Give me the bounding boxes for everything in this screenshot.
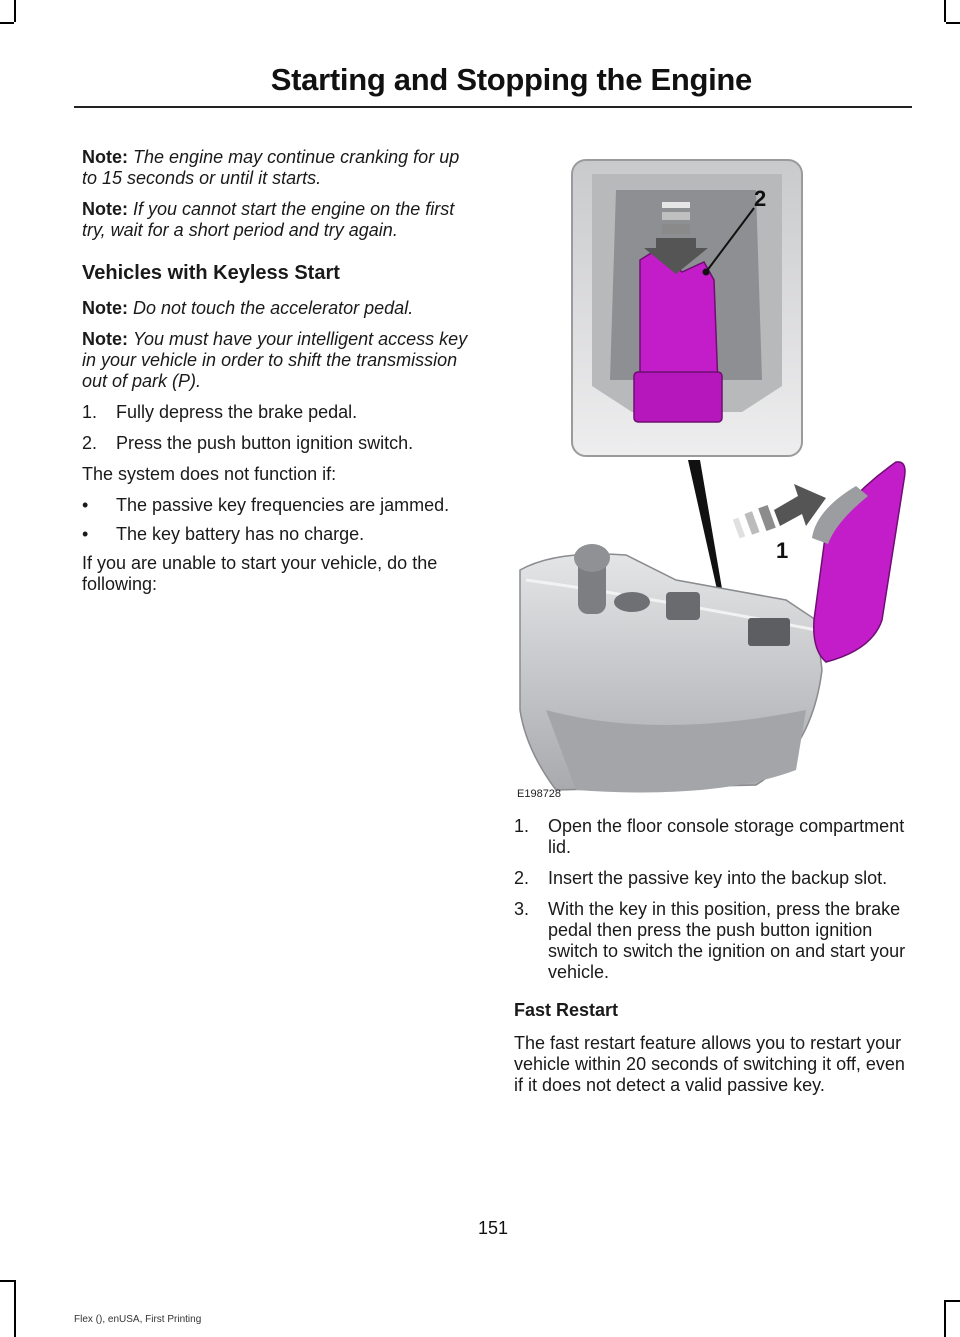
key-fob-base — [634, 372, 722, 422]
figure-code: E198728 — [517, 788, 562, 800]
note-text: The engine may continue cranking for up to 15 seconds or until it starts. — [82, 147, 460, 188]
bullet-item — [82, 495, 478, 516]
bullet-mark: • — [82, 495, 89, 515]
bullet-text: The passive key frequencies are jammed. — [116, 495, 450, 515]
crop-mark — [944, 1300, 946, 1337]
list-number: 2. — [82, 433, 98, 453]
note-label: Note: — [82, 329, 128, 349]
callout-label-1: 1 — [776, 538, 789, 563]
crop-mark — [14, 0, 16, 22]
crop-mark — [946, 22, 960, 24]
note-retry — [82, 199, 478, 241]
note-label: Note: — [82, 298, 128, 318]
list-item — [514, 868, 914, 889]
list-item — [514, 816, 914, 858]
list-item — [514, 899, 914, 983]
left-column — [82, 147, 478, 605]
section-heading-keyless-start: Vehicles with Keyless Start — [82, 262, 340, 284]
fast-restart-text: The fast restart feature allows you to restart your vehicle within 20 seconds of switching it off, even if it does not detect a valid passive key. — [514, 1033, 905, 1095]
crop-mark — [944, 0, 946, 22]
right-column — [514, 816, 914, 1106]
console-button — [666, 592, 700, 620]
system-intro: The system does not function if: — [82, 464, 337, 484]
page-number: 151 — [478, 1218, 509, 1238]
list-number: 2. — [514, 868, 530, 888]
callout-dot — [703, 269, 710, 276]
note-text: You must have your intelligent access key in your vehicle in order to shift the transmission out of park (P). — [82, 329, 468, 391]
console-dial — [614, 592, 650, 612]
crop-mark — [0, 1280, 14, 1282]
callout-label-2: 2 — [754, 186, 767, 211]
arrow-stripe — [744, 511, 759, 534]
list-text: Fully depress the brake pedal. — [116, 402, 358, 422]
note-accelerator — [82, 298, 478, 319]
crop-mark — [946, 1300, 960, 1302]
note-intelligent-key — [82, 329, 478, 392]
bullet-item — [82, 524, 478, 545]
backup-slot — [748, 618, 790, 646]
list-number: 1. — [514, 816, 530, 836]
list-text: Open the floor console storage compartment lid. — [548, 816, 905, 857]
crop-mark — [0, 22, 14, 24]
arrow-stripe — [733, 518, 745, 539]
gear-shifter-knob — [574, 544, 610, 572]
list-number: 3. — [514, 899, 530, 919]
note-label: Note: — [82, 199, 128, 219]
note-label: Note: — [82, 147, 128, 167]
list-text: Press the push button ignition switch. — [116, 433, 414, 453]
subheading-fast-restart: Fast Restart — [514, 1000, 619, 1020]
arrow-stripe — [662, 224, 690, 234]
list-text: With the key in this position, press the brake pedal then press the push button ignition switch to switch the ignition on and start your vehicle. — [548, 899, 906, 982]
note-text: If you cannot start the engine on the first try, wait for a short period and try again. — [82, 199, 455, 240]
arrow-stripe — [662, 212, 690, 220]
note-cranking — [82, 147, 478, 189]
arrow-stripe — [758, 505, 776, 531]
crop-mark — [14, 1280, 16, 1337]
note-text: Do not touch the accelerator pedal. — [133, 298, 414, 318]
bullet-text: The key battery has no charge. — [116, 524, 365, 544]
list-item — [82, 402, 478, 423]
console-backup-slot-illustration — [516, 150, 912, 805]
footer-edition: Flex (), enUSA, First Printing — [74, 1314, 202, 1325]
bullet-mark: • — [82, 524, 89, 544]
lift-arrow-icon — [774, 484, 826, 526]
unable-to-start-text: If you are unable to start your vehicle, do the following: — [82, 553, 438, 594]
arrow-stripe — [662, 202, 690, 208]
list-text: Insert the passive key into the backup slot. — [548, 868, 888, 888]
list-item — [82, 433, 478, 454]
page-title: Starting and Stopping the Engine — [270, 62, 752, 97]
title-divider — [74, 106, 912, 108]
list-number: 1. — [82, 402, 98, 422]
